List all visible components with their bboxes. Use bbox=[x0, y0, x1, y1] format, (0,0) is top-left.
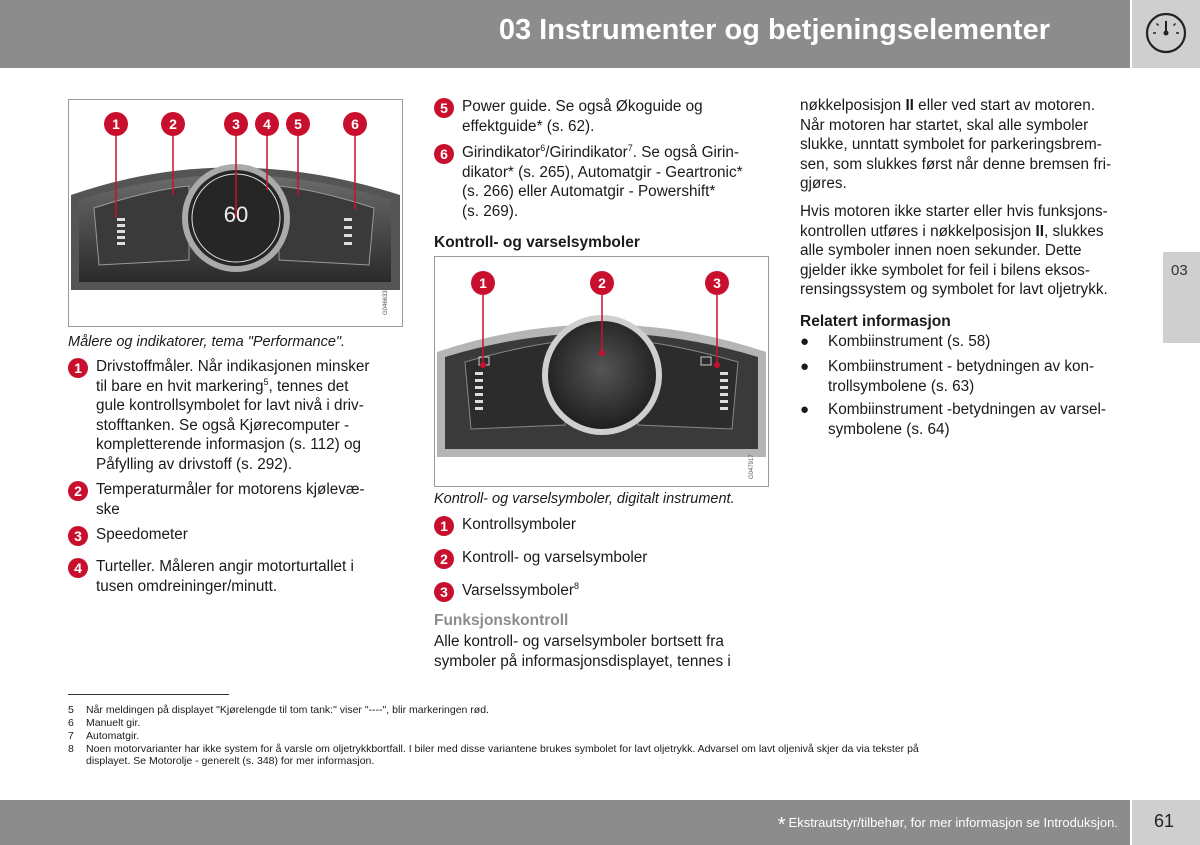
gauge-icon bbox=[1143, 10, 1189, 56]
svg-text:5: 5 bbox=[294, 116, 302, 132]
figure2-caption: Kontroll- og varselsymboler, digitalt instrument. bbox=[434, 491, 735, 507]
number-badge: 3 bbox=[68, 526, 88, 546]
page-number: 61 bbox=[1154, 811, 1175, 831]
page-number-box bbox=[1132, 800, 1200, 845]
callout-2 bbox=[590, 271, 614, 295]
list-item-control-warning-symbols: 2 Kontroll- og varselsymboler bbox=[434, 548, 647, 569]
svg-text:3: 3 bbox=[232, 116, 240, 132]
footnote-5: 5 Når meldingen på displayet "Kjørelengde til tom tank:" viser "----", blir markeringen rød. bbox=[68, 704, 489, 716]
figure1-caption: Målere og indikatorer, tema "Performance". bbox=[68, 334, 346, 350]
list-item-tachometer: 4 Turteller. Måleren angir motorturtallet i tusen omdreininger/minutt. bbox=[68, 557, 398, 596]
callout-2 bbox=[161, 112, 185, 136]
related-link-2[interactable]: ● Kombiinstrument - betydningen av kon- trollsymbolene (s. 63) bbox=[800, 358, 1095, 395]
header-icon-box bbox=[1132, 0, 1200, 68]
list-item-speedometer: 3 Speedometer bbox=[68, 525, 398, 546]
list-item-control-symbols: 1 Kontrollsymboler bbox=[434, 515, 576, 536]
footnote-7: 7 Automatgir. bbox=[68, 730, 140, 742]
digital-cluster-illustration bbox=[435, 257, 768, 486]
related-link-3[interactable]: ● Kombiinstrument -betydningen av varsel- symbolene (s. 64) bbox=[800, 401, 1107, 438]
number-badge: 2 bbox=[434, 549, 454, 569]
svg-text:6: 6 bbox=[351, 116, 359, 132]
header-bar bbox=[0, 0, 1130, 68]
list-item-gear-indicator: 6 Girindikator$^6$/Girindikator$^7$. Se også Girin- dikator* (s. 265), Automatgir - Geartronic* (s. 266) eller Automatgir - Powershift* (s. 269). bbox=[434, 143, 774, 221]
figure-instrument-performance bbox=[68, 99, 403, 327]
related-info-heading: Relatert informasjon bbox=[800, 313, 951, 330]
number-badge: 1 bbox=[434, 516, 454, 536]
number-badge: 4 bbox=[68, 558, 88, 578]
callout-1 bbox=[104, 112, 128, 136]
footer-note: * Ekstrautstyr/tilbehør, for mer informasjon se Introduksjon. bbox=[777, 814, 1118, 836]
related-link-1[interactable]: ● Kombiinstrument (s. 58) bbox=[800, 333, 991, 350]
list-item-power-guide: 5 Power guide. Se også Økoguide og effektguide* (s. 62). bbox=[434, 97, 774, 136]
footnote-divider bbox=[68, 694, 229, 695]
list-item-fuel-gauge: 1 Drivstoffmåler. Når indikasjonen minsker til bare en hvit markering$^5$, tennes det gule kontrollsymbolet for lavt nivå i driv- stofftanken. Se også Kjørecomputer - kompletterende informasjon (s. 112) og Påfylling av drivstoff (s. 292). bbox=[68, 357, 398, 474]
svg-text:1: 1 bbox=[112, 116, 120, 132]
callout-3 bbox=[705, 271, 729, 295]
footnote-6: 6 Manuelt gir. bbox=[68, 717, 141, 729]
page-title: 03 Instrumenter og betjeningselementer bbox=[498, 14, 1050, 46]
svg-text:2: 2 bbox=[598, 275, 606, 291]
callout-6 bbox=[343, 112, 367, 136]
number-badge: 1 bbox=[68, 358, 88, 378]
figure-code: G046633 bbox=[383, 290, 389, 315]
chapter-side-tab[interactable]: 03 bbox=[1163, 252, 1200, 343]
instrument-cluster-illustration bbox=[69, 100, 402, 326]
column3-paragraph2: Hvis motoren ikke starter eller hvis funksjons- kontrollen utføres i nøkkelposisjon II, slukkes alle symboler innen noen sekunder. Dette gjelder ikke symbolet for feil i bilens eksos- rensingssystem og symbolet for lavt oljetrykk. bbox=[800, 203, 1108, 298]
function-check-heading: Funksjonskontroll bbox=[434, 612, 569, 629]
footnote-8: 8 Noen motorvarianter har ikke system for å varsle om oljetrykkbortfall. I biler med disse variantene brukes symbolet for lavt oljetrykk. Advarsel om lavt oljenivå skjer da via tekster på displayet. Se Motorolje - generelt (s. 348) for mer informasjon. bbox=[68, 743, 919, 767]
speed-readout: 60 bbox=[223, 202, 249, 227]
number-badge: 2 bbox=[68, 481, 88, 501]
function-check-text: Alle kontroll- og varselsymboler bortsett fra symboler på informasjonsdisplayet, tennes i bbox=[434, 633, 731, 670]
svg-text:2: 2 bbox=[169, 116, 177, 132]
svg-text:3: 3 bbox=[713, 275, 721, 291]
list-item-temperature: 2 Temperaturmåler for motorens kjølevæ- ske bbox=[68, 480, 398, 519]
svg-text:4: 4 bbox=[263, 116, 271, 132]
number-badge: 6 bbox=[434, 144, 454, 164]
list-item-warning-symbols: 3 Varselssymboler$^8$ bbox=[434, 581, 579, 602]
callout-5 bbox=[286, 112, 310, 136]
callout-4 bbox=[255, 112, 279, 136]
callout-3 bbox=[224, 112, 248, 136]
svg-text:1: 1 bbox=[479, 275, 487, 291]
figure-digital-instrument bbox=[434, 256, 769, 487]
column3-paragraph1: nøkkelposisjon II eller ved start av motoren. Når motoren har startet, skal alle symboler slukke, unntatt symbolet for parkeringsbrem- sen, som slukkes først når denne bremsen fri- gjøres. bbox=[800, 97, 1112, 192]
figure-code: G047917 bbox=[749, 454, 755, 479]
callout-1 bbox=[471, 271, 495, 295]
section-heading: Kontroll- og varselsymboler bbox=[434, 234, 640, 251]
number-badge: 5 bbox=[434, 98, 454, 118]
number-badge: 3 bbox=[434, 582, 454, 602]
